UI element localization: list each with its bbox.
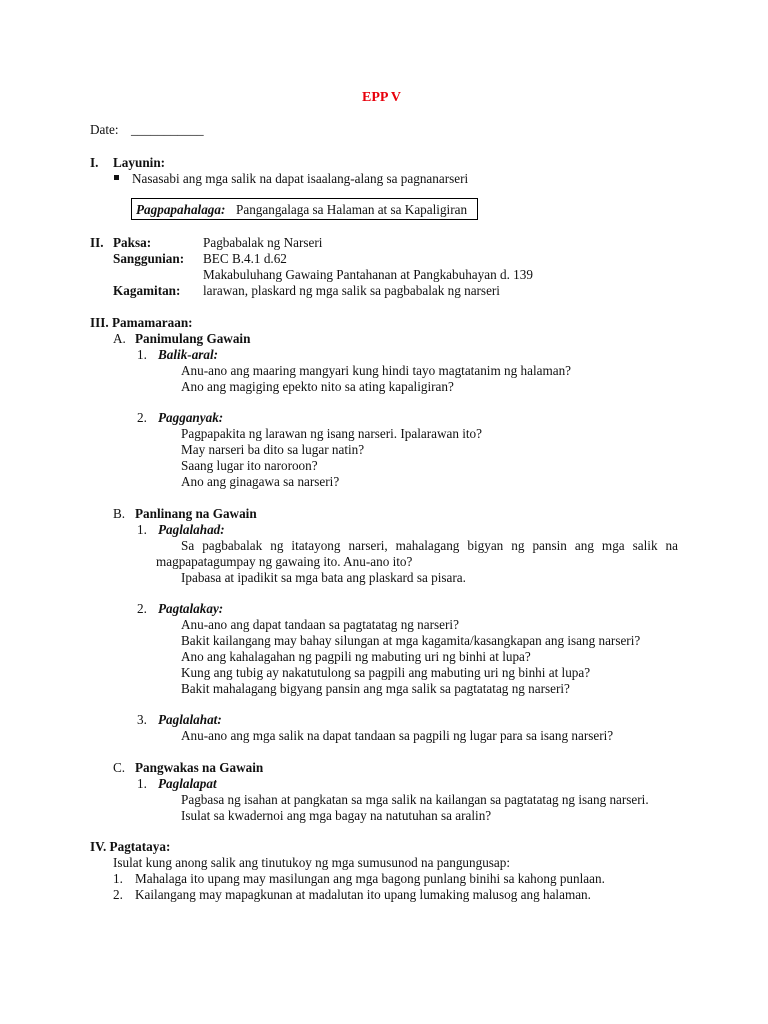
kagamitan-value: larawan, plaskard ng mga salik sa pagbabalak ng narseri	[203, 283, 500, 298]
part-b-heading: Panlinang na Gawain	[135, 506, 257, 521]
a2-number: 2.	[137, 410, 147, 425]
a2-heading: Pagganyak:	[158, 410, 224, 425]
b2-line: Kung ang tubig ay nakatutulong sa pagpili ang mabuting uri ng binhi at lupa?	[181, 665, 591, 680]
section-4-heading: IV. Pagtataya:	[90, 839, 171, 854]
c1-number: 1.	[137, 776, 147, 791]
sanggunian-value-2: Makabuluhang Gawaing Pantahanan at Pangkabuhayan d. 139	[203, 267, 533, 282]
a1-line: Anu-ano ang maaring mangyari kung hindi tayo magtatanim ng halaman?	[181, 363, 572, 378]
assessment-intro: Isulat kung anong salik ang tinutukoy ng mga sumusunod na pangungusap:	[113, 855, 511, 870]
a1-number: 1.	[137, 347, 147, 362]
b2-line: Anu-ano ang dapat tandaan sa pagtatatag ng narseri?	[181, 617, 459, 632]
part-a-letter: A.	[113, 331, 126, 346]
c1-heading: Paglalapat	[158, 776, 217, 791]
paksa-label: Paksa:	[113, 235, 152, 250]
c1-line: Isulat sa kwadernoi ang mga bagay na natutuhan sa aralin?	[181, 808, 492, 823]
sanggunian-label: Sanggunian:	[113, 251, 185, 266]
part-c-letter: C.	[113, 760, 126, 775]
b1-line: Ipabasa at ipadikit sa mga bata ang plaskard sa pisara.	[181, 570, 466, 585]
b3-number: 3.	[137, 712, 147, 727]
b2-number: 2.	[137, 601, 147, 616]
section-2-number: II.	[90, 235, 104, 250]
a2-line: May narseri ba dito sa lugar natin?	[181, 442, 365, 457]
b1-number: 1.	[137, 522, 147, 537]
a2-line: Saang lugar ito naroroon?	[181, 458, 318, 473]
a2-line: Ano ang ginagawa sa narseri?	[181, 474, 340, 489]
section-3-heading: III. Pamamaraan:	[90, 315, 193, 330]
paksa-value: Pagbabalak ng Narseri	[203, 235, 323, 250]
assessment-item-text: Mahalaga ito upang may masilungan ang mga bagong punlang binihi sa kahong punlaan.	[135, 871, 605, 886]
b2-line: Bakit mahalagang bigyang pansin ang mga salik sa pagtatatag ng narseri?	[181, 681, 570, 696]
part-b-letter: B.	[113, 506, 126, 521]
document-title: EPP V	[362, 90, 402, 105]
values-text: Pangangalaga sa Halaman at sa Kapaligiran	[236, 202, 468, 217]
a1-heading: Balik-aral:	[158, 347, 219, 362]
assessment-item-text: Kailangang may mapagkunan at madalutan ito upang lumaking malusog ang halaman.	[135, 887, 591, 902]
a2-line: Pagpapakita ng larawan ng isang narseri. Ipalarawan ito?	[181, 426, 482, 441]
date-blank: ___________	[131, 122, 204, 137]
assessment-item-number: 1.	[113, 871, 123, 886]
part-a-heading: Panimulang Gawain	[135, 331, 251, 346]
b2-line: Bakit kailangang may bahay silungan at mga kagamita/kasangkapan ang isang narseri?	[181, 633, 641, 648]
c1-line: Pagbasa ng isahan at pangkatan sa mga salik na kailangan sa pagtatatag ng isang narseri.	[181, 792, 649, 807]
b1-heading: Paglalahad:	[158, 522, 225, 537]
b3-line: Anu-ano ang mga salik na dapat tandaan sa pagpili ng lugar para sa isang narseri?	[181, 728, 614, 743]
b3-heading: Paglalahat:	[158, 712, 222, 727]
b2-line: Ano ang kahalagahan ng pagpili ng mabuting uri ng binhi at lupa?	[181, 649, 531, 664]
section-1-heading: Layunin:	[113, 155, 166, 170]
values-label: Pagpapahalaga:	[136, 202, 226, 217]
section-1-number: I.	[90, 155, 99, 170]
bullet-icon	[114, 175, 119, 180]
a1-line: Ano ang magiging epekto nito sa ating kapaligiran?	[181, 379, 454, 394]
b1-paragraph-text: Sa pagbabalak ng itatayong narseri, mahalagang bigyan ng pansin ang mga salik na magpapatagumpay ng gawaing ito. Anu-ano ito?	[156, 538, 678, 569]
objective-text: Nasasabi ang mga salik na dapat isaalang-alang sa pagnanarseri	[132, 171, 469, 186]
sanggunian-value-1: BEC B.4.1 d.62	[203, 251, 287, 266]
b1-paragraph	[156, 538, 678, 570]
date-label: Date:	[90, 122, 119, 137]
part-c-heading: Pangwakas na Gawain	[135, 760, 264, 775]
kagamitan-label: Kagamitan:	[113, 283, 181, 298]
b2-heading: Pagtalakay:	[158, 601, 224, 616]
assessment-item-number: 2.	[113, 887, 123, 902]
